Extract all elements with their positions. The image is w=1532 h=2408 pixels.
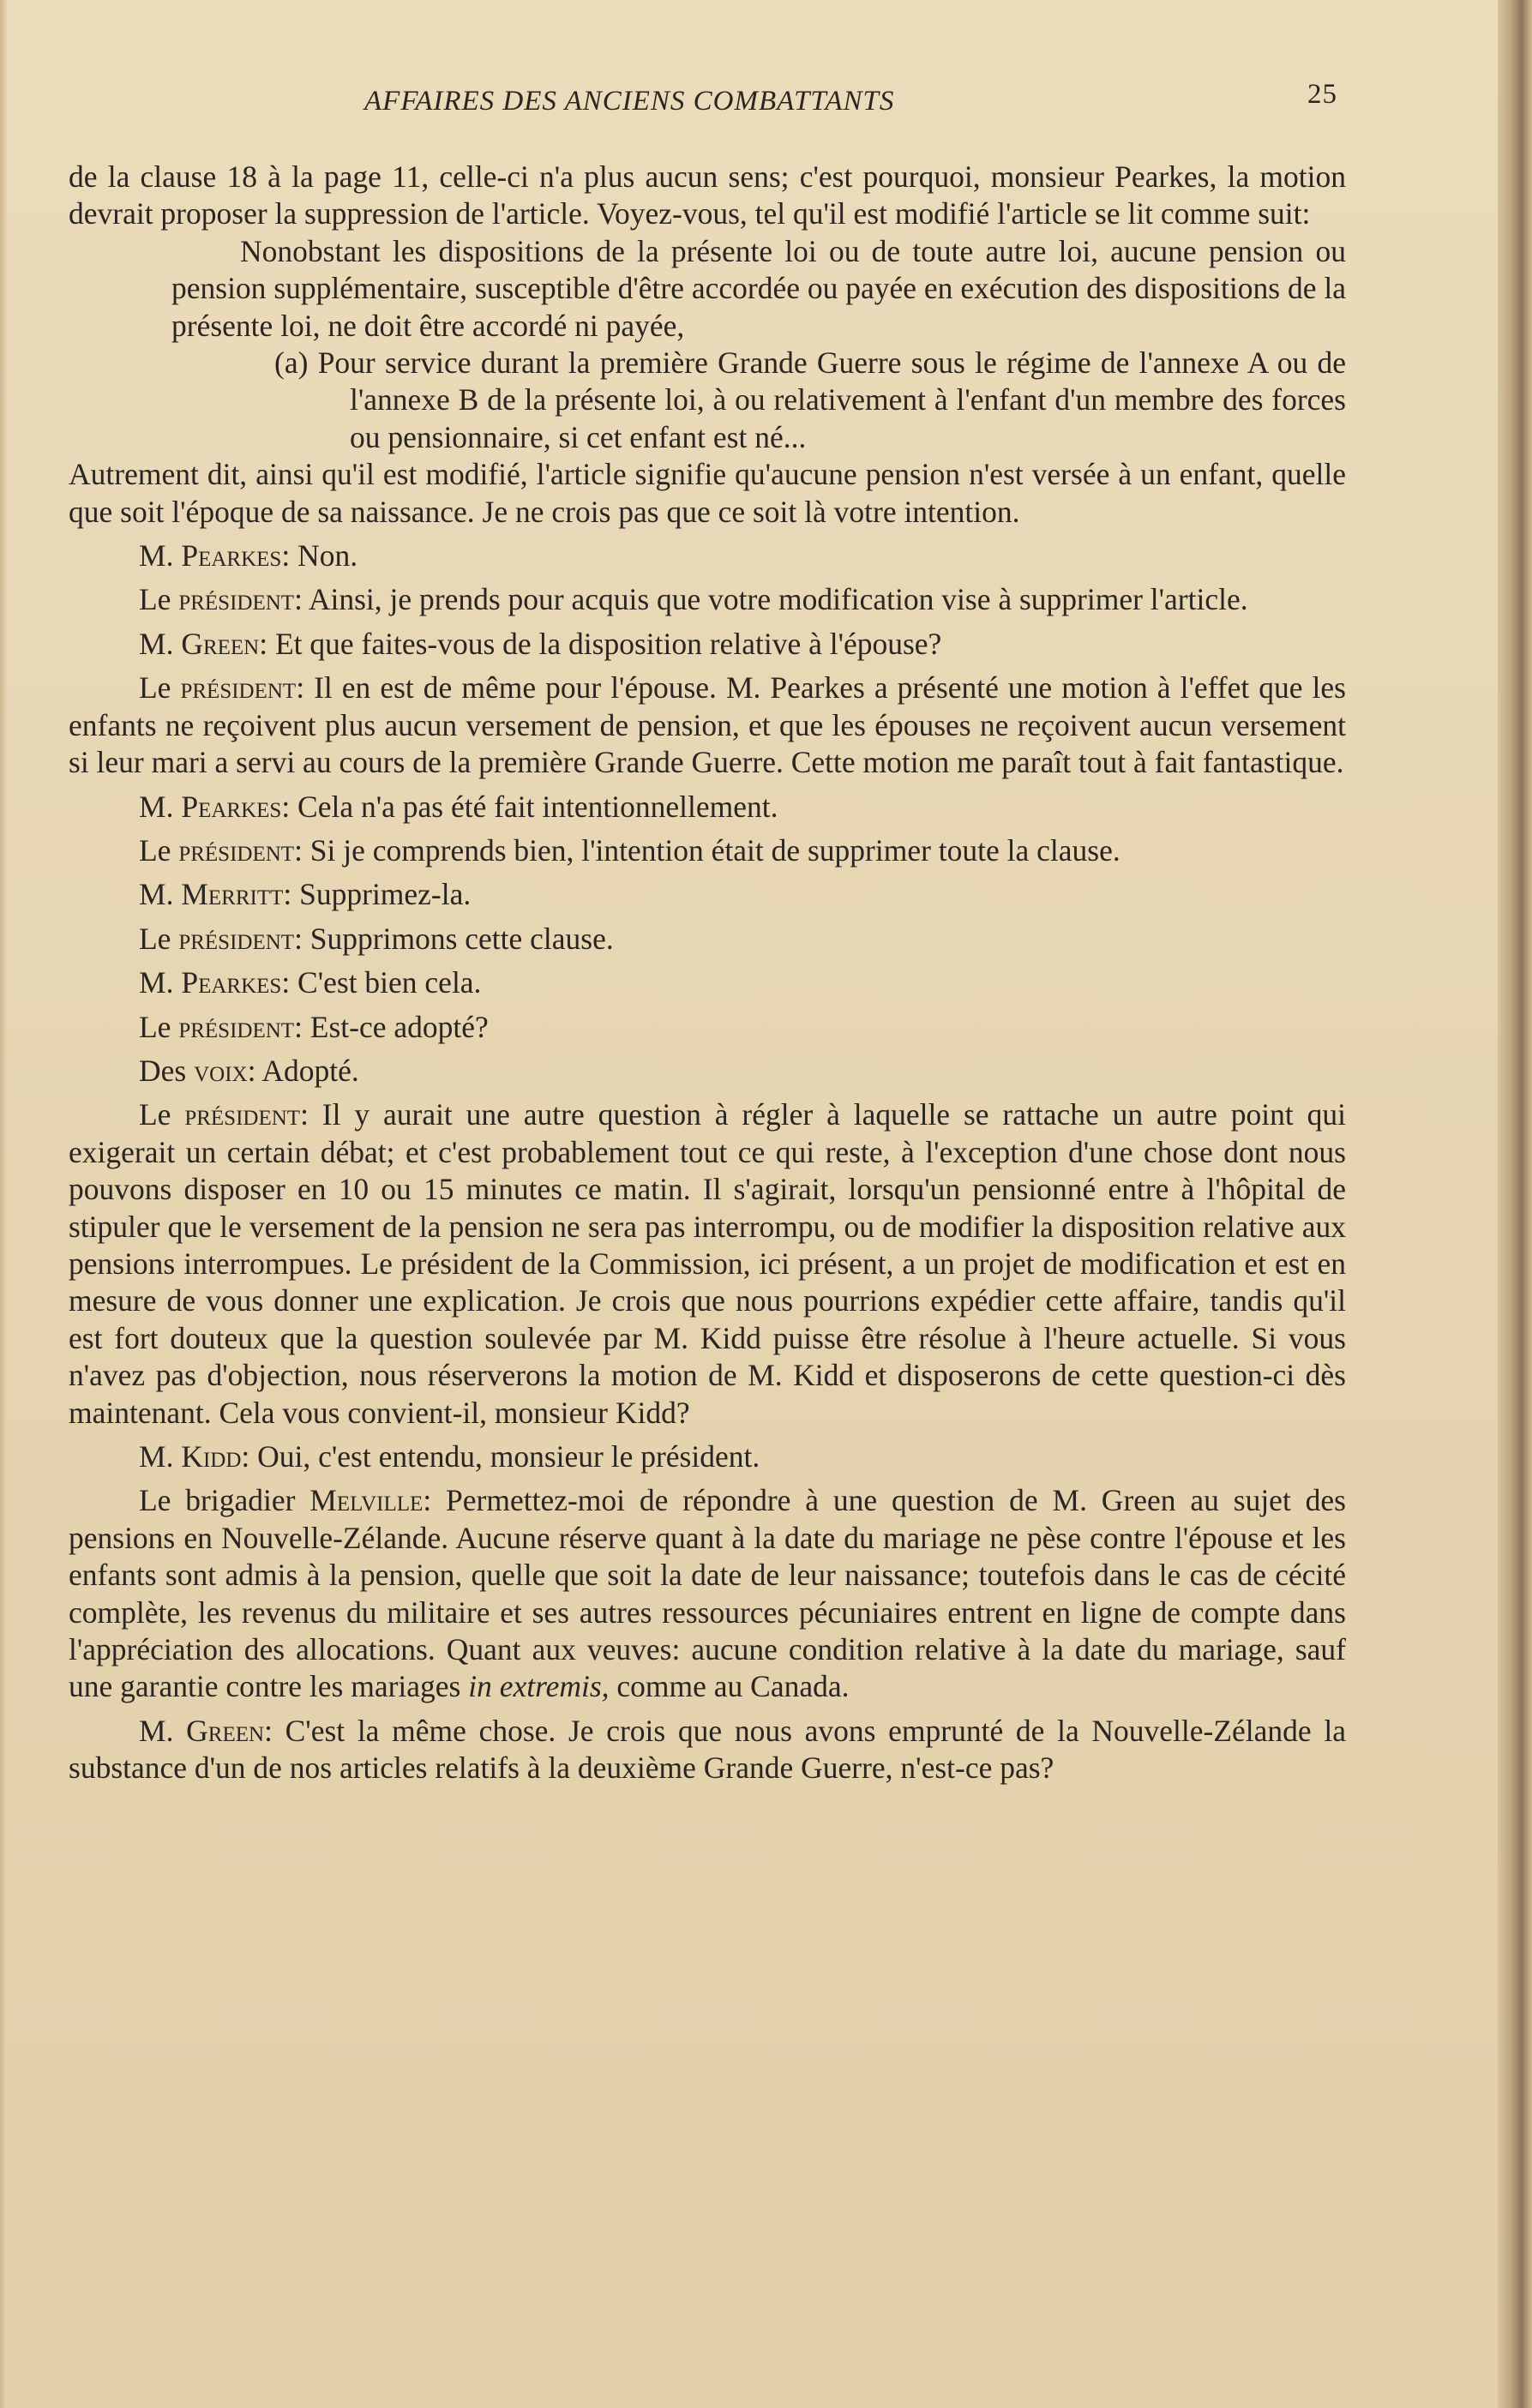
speech-paragraph: [69, 537, 1346, 574]
speech-text: : Ainsi, je prends pour acquis que votre modification vise à supprimer l'article.: [294, 582, 1248, 617]
speaker-name: président: [178, 921, 295, 956]
speaker-name: président: [178, 582, 295, 617]
speech-paragraph: [69, 832, 1346, 869]
speaker-name: Pearkes: [181, 538, 282, 573]
speech-melville: [69, 1482, 1346, 1705]
speech-paragraph: [69, 1438, 1346, 1475]
speaker-name: Pearkes: [181, 789, 282, 824]
speech-prefix: M.: [139, 965, 182, 1000]
speaker-name: président: [178, 832, 295, 868]
speech-paragraph: [69, 626, 1346, 663]
quote-item-a: [274, 345, 1346, 456]
speech-prefix: M.: [139, 1439, 182, 1474]
speech-tail: comme au Canada.: [609, 1669, 850, 1704]
speech-paragraph: [69, 921, 1346, 958]
paragraph-explanation: Autrement dit, ainsi qu'il est modifié, l'article signifie qu'aucune pension n'est versée à un enfant, quelle que soit l'époque de sa naissance. Je ne crois pas que ce soit là votre intention.: [69, 457, 1346, 529]
page-number: 25: [1307, 79, 1337, 110]
speech-text: : Cela n'a pas été fait intentionnellement.: [281, 789, 778, 824]
speech-prefix: Le: [139, 670, 181, 706]
speech-paragraph: [69, 1009, 1346, 1046]
speech-italic: in extremis,: [468, 1669, 610, 1704]
speech-prefix: Le: [139, 582, 179, 617]
page-binding-edge: [1498, 0, 1532, 2408]
speech-paragraph: [69, 581, 1346, 618]
speech-text: : Supprimez-la.: [283, 877, 472, 912]
speech-text: : Adopté.: [247, 1053, 359, 1088]
quoted-article: [171, 233, 1346, 456]
speech-text: : C'est bien cela.: [281, 965, 482, 1000]
speech-prefix: M.: [139, 877, 182, 912]
speeches-list: [69, 537, 1346, 1475]
speech-text: : Il en est de même pour l'épouse. M. Pearkes a présenté une motion à l'effet que les enfants ne reçoivent plus aucun versement de pension, et que les épouses ne reçoivent aucun versement si leur mari a servi au cours de la première Grande Guerre. Cette motion me paraît tout à fait fantastique.: [69, 670, 1346, 780]
speech-text: : Non.: [281, 538, 358, 573]
speech-prefix: M.: [139, 626, 182, 661]
speech-text: : Est-ce adopté?: [294, 1009, 489, 1044]
speaker-name: président: [178, 1009, 295, 1044]
speech-prefix: Le: [139, 1009, 179, 1044]
speaker-name: Melville: [309, 1483, 424, 1518]
speaker-name: président: [184, 1097, 301, 1132]
quote-paragraph: Nonobstant les dispositions de la présente loi ou de toute autre loi, aucune pension ou pension supplémentaire, susceptible d'être accordée ou payée en exécution des dispositions de la présente loi, ne doit être accordé ni payée,: [171, 233, 1346, 343]
speech-text: : Il y aurait une autre question à régler à laquelle se rattache un autre point qui exigerait un certain débat; et c'est probablement tout ce qui reste, à l'exception d'une chose dont nous pouvons disposer en 10 ou 15 minutes ce matin. Il s'agirait, lorsqu'un pensionné entre à l'hôpital de stipuler que le versement de la pension ne sera pas interrompu, ou de modifier la disposition relative aux pensions interrompues. Le président de la Commission, ici présent, a un projet de modification et est en mesure de vous donner une explication. Je crois que nous pourrions expédier cette affaire, tandis qu'il est fort douteux que la question soulevée par M. Kidd puisse être résolue à l'heure actuelle. Si vous n'avez pas d'objection, nous réserverons la motion de M. Kidd et disposerons de cette question-ci dès maintenant. Cela vous convient-il, monsieur Kidd?: [69, 1097, 1346, 1430]
quote-item-marker: (a): [274, 345, 309, 381]
speaker-name: Green: [181, 626, 260, 661]
speech-prefix: Le: [139, 1097, 185, 1132]
speech-paragraph: [69, 1096, 1346, 1432]
speech-text: : Oui, c'est entendu, monsieur le président.: [241, 1439, 760, 1474]
speech-text: : Si je comprends bien, l'intention était de supprimer toute la clause.: [294, 832, 1120, 868]
speech-text: : Supprimons cette clause.: [294, 921, 614, 956]
quote-item-text: Pour service durant la première Grande Guerre sous le régime de l'annexe A ou de l'annexe B de la présente loi, à ou relativement à l'enfant d'un membre des forces ou pensionnaire, si cet enfant est né...: [317, 345, 1346, 454]
speaker-name: Pearkes: [181, 965, 282, 1000]
page-left-edge: [0, 0, 7, 2408]
speech-paragraph: [69, 670, 1346, 781]
speech-paragraph: [69, 1053, 1346, 1090]
speech-prefix: Le: [139, 921, 179, 956]
speech-final: [69, 1713, 1346, 1787]
speaker-name: Merritt: [181, 877, 284, 912]
speaker-name: voix: [194, 1053, 248, 1088]
speech-text: : C'est la même chose. Je crois que nous avons emprunté de la Nouvelle-Zélande la substance d'un de nos articles relatifs à la deuxième Grande Guerre, n'est-ce pas?: [69, 1713, 1346, 1786]
speech-prefix: Le: [139, 832, 179, 868]
speech-prefix: Des: [139, 1053, 195, 1088]
speech-paragraph: [69, 876, 1346, 913]
speech-prefix: M.: [139, 789, 182, 824]
speaker-name: Kidd: [181, 1439, 242, 1474]
paragraph-intro: de la clause 18 à la page 11, celle-ci n'a plus aucun sens; c'est pourquoi, monsieur Pearkes, la motion devrait proposer la suppression de l'article. Voyez-vous, tel qu'il est modifié l'article se lit comme suit:: [69, 159, 1346, 231]
page-body: [69, 159, 1346, 1787]
running-head: AFFAIRES DES ANCIENS COMBATTANTS: [364, 86, 895, 117]
speech-paragraph: [69, 789, 1346, 826]
speech-prefix: M.: [139, 1713, 187, 1748]
speaker-name: président: [180, 670, 297, 706]
speech-prefix: M.: [139, 538, 182, 573]
speech-text: : Permettez-moi de répondre à une question de M. Green au sujet des pensions en Nouvelle-Zélande. Aucune réserve quant à la date du mariage ne pèse contre l'épouse et les enfants sont admis à la pension, quelle que soit la date de leur naissance; toutefois dans le cas de cécité complète, les revenus du militaire et ses autres ressources pécuniaires entrent en ligne de compte dans l'appréciation des allocations. Quant aux veuves: aucune condition relative à la date du mariage, sauf une garantie contre les mariages: [69, 1483, 1346, 1704]
speech-paragraph: [69, 964, 1346, 1001]
speaker-name: Green: [186, 1713, 265, 1748]
speech-text: : Et que faites-vous de la disposition relative à l'épouse?: [259, 626, 942, 661]
speech-prefix: Le brigadier: [139, 1483, 310, 1518]
